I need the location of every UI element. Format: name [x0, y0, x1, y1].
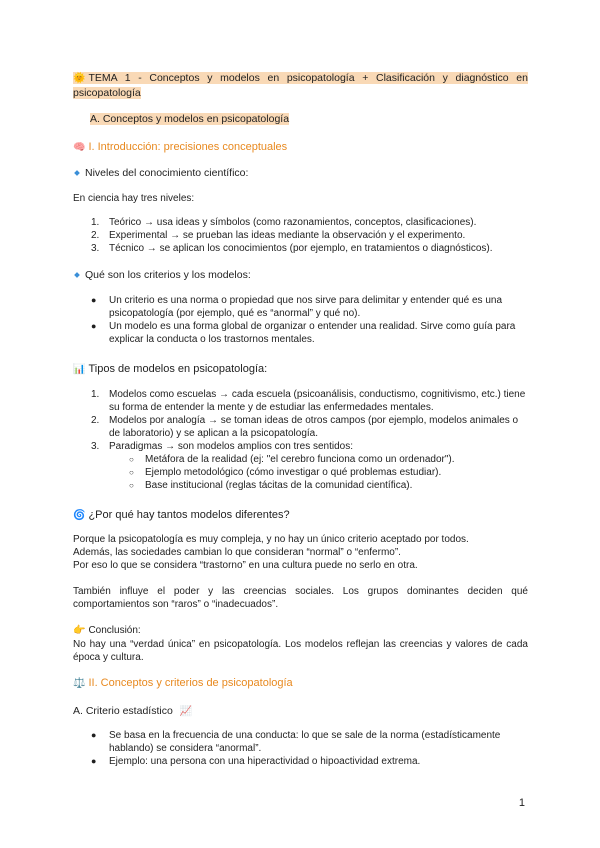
list-item: 2. Experimental → se prueban las ideas mediante la observación y el experimento.	[91, 230, 466, 241]
poder-paragraph: También influye el poder y las creencias sociales. Los grupos dominantes deciden qué comportamientos son “raros” o “inadecuados”.	[73, 586, 528, 610]
porque-heading	[73, 508, 528, 523]
title-text: TEMA 1 - Conceptos y modelos en psicopatología + Clasificación y diagnóstico en psicopatología	[73, 72, 528, 99]
sub-list-item: ○ Metáfora de la realidad (ej: "el cerebro funciona como un ordenador").	[129, 454, 455, 465]
list-item: 1. Teórico → usa ideas y símbolos (como razonamientos, conceptos, clasificaciones).	[91, 217, 477, 228]
seccion2-heading	[73, 676, 528, 691]
criterio-a-heading-text: A. Criterio estadístico	[73, 705, 173, 717]
seccion2-heading-text: II. Conceptos y criterios de psicopatología	[88, 677, 293, 689]
porque-heading-text: ¿Por qué hay tantos modelos diferentes?	[88, 509, 290, 521]
blue-diamond-icon	[74, 170, 80, 176]
porque-line: Además, las sociedades cambian lo que consideran “normal” o “enfermo”.	[73, 547, 401, 558]
list-item: 3. Paradigmas → son modelos amplios con tres sentidos:	[91, 441, 354, 452]
page-number: 1	[518, 797, 525, 809]
porque-line: Porque la psicopatología es muy compleja, y no hay un único criterio aceptado por todos.	[73, 534, 469, 545]
niveles-heading-text: Niveles del conocimiento científico:	[85, 167, 249, 179]
criterios-heading	[73, 268, 528, 282]
porque-paragraph	[73, 533, 528, 572]
criterio-a-heading	[73, 704, 528, 719]
list-item: 1. Modelos como escuelas → cada escuela (psicoanálisis, conductismo, cognitivismo, etc.) tiene su forma de entender la mente y de estudiar las enfermedades mentales.	[91, 389, 526, 413]
niveles-heading	[73, 166, 528, 180]
brain-icon: 🧠	[73, 142, 86, 153]
list-item: ● Un criterio es una norma o propiedad que nos sirve para delimitar y entender qué es una psicopatología (por ejemplo, qué es “anormal” y qué no).	[91, 295, 503, 319]
list-item: ● Se basa en la frecuencia de una conducta: lo que se sale de la norma (estadísticamente hablando) se considera “anormal”.	[91, 730, 501, 754]
conclusion-heading-text: Conclusión:	[88, 625, 141, 636]
document-title	[73, 71, 528, 101]
list-item: 3. Técnico → se aplican los conocimientos (por ejemplo, en tratamientos o diagnósticos).	[91, 243, 493, 254]
section-a-label: A. Conceptos y modelos en psicopatología	[90, 113, 290, 125]
section-a-heading	[90, 112, 289, 126]
list-item: 2. Modelos por analogía → se toman ideas de otros campos (por ejemplo, modelos animales o de laboratorio) y se aplican a la psicopatología.	[91, 415, 519, 439]
intro-heading-text: I. Introducción: precisiones conceptuales	[88, 141, 288, 153]
sub-list-item: ○ Ejemplo metodológico (cómo investigar o qué problemas estudiar).	[129, 467, 442, 478]
criterio-a-list	[73, 729, 528, 768]
sun-face-icon: 🌞	[73, 73, 86, 84]
criterios-list	[73, 294, 528, 346]
chart-increasing-icon: 📈	[179, 706, 193, 717]
scales-icon: ⚖️	[73, 678, 86, 689]
intro-heading	[73, 140, 528, 155]
porque-line: Por eso lo que se considera “trastorno” en una cultura puede no serlo en otra.	[73, 560, 418, 571]
tipos-heading	[73, 362, 528, 377]
list-item: ● Un modelo es una forma global de organizar o entender una realidad. Sirve como guía para explicar la conducta o los trastornos mentales.	[91, 321, 516, 345]
list-item: ● Ejemplo: una persona con una hiperactividad o hipoactividad extrema.	[91, 756, 421, 767]
niveles-list	[73, 216, 528, 255]
tipos-heading-text: Tipos de modelos en psicopatología:	[88, 363, 268, 375]
bar-chart-icon: 📊	[73, 364, 86, 375]
niveles-lead: En ciencia hay tres niveles:	[73, 193, 195, 204]
cyclone-icon: 🌀	[73, 510, 86, 521]
pointing-hand-icon: 👉	[73, 625, 86, 636]
criterios-heading-text: Qué son los criterios y los modelos:	[85, 269, 251, 281]
conclusion-heading	[73, 624, 528, 637]
sub-list-item: ○ Base institucional (reglas tácitas de la comunidad científica).	[129, 480, 413, 491]
tipos-list	[73, 388, 528, 492]
conclusion-text: No hay una “verdad única” en psicopatología. Los modelos reflejan las creencias y valores de cada época y cultura.	[73, 639, 528, 663]
blue-diamond-icon	[74, 272, 80, 278]
